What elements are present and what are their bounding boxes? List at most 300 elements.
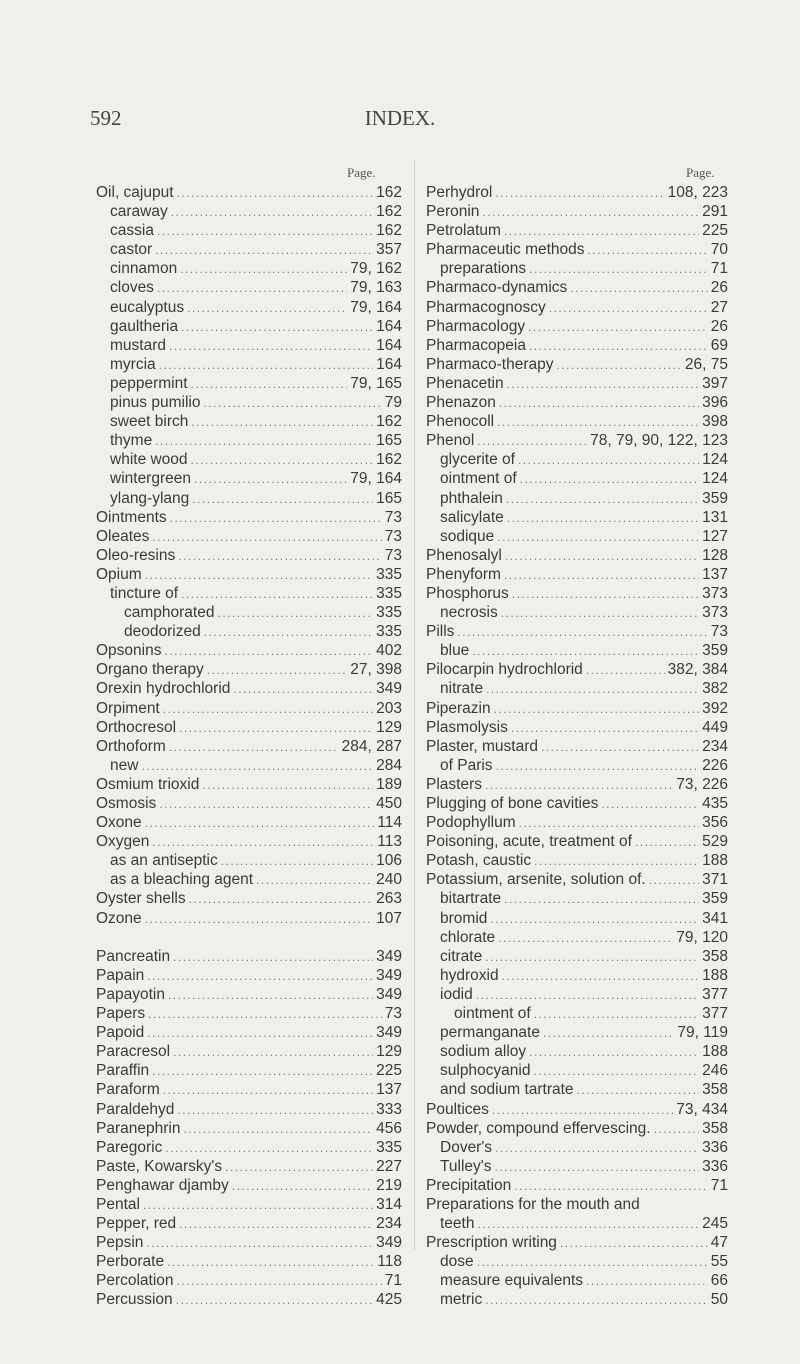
index-page-refs: 358	[702, 1119, 728, 1137]
index-page-refs: 71	[710, 260, 728, 278]
index-entry	[96, 374, 402, 393]
leader-dots	[155, 241, 373, 260]
leader-dots	[163, 1081, 373, 1100]
index-term: dose	[440, 1253, 474, 1271]
index-term: chlorate	[440, 928, 496, 946]
leader-dots	[588, 241, 708, 260]
index-entry	[426, 1100, 728, 1119]
index-term: Oleates	[96, 527, 150, 545]
index-page-refs: 137	[376, 1081, 402, 1099]
index-page-refs: 359	[702, 642, 728, 660]
index-term: Phenyform	[426, 565, 501, 583]
index-entry	[96, 393, 402, 412]
index-term: Poisoning, acute, treatment of	[426, 833, 632, 851]
index-term: sulphocyanid	[440, 1062, 531, 1080]
index-term: pinus pumilio	[110, 394, 201, 412]
index-page-refs: 66	[710, 1272, 728, 1290]
index-entry	[426, 355, 728, 374]
index-entry	[426, 240, 728, 259]
leader-dots	[141, 757, 373, 776]
leader-dots	[529, 1043, 699, 1062]
leader-dots	[497, 413, 699, 432]
index-term: tincture of	[110, 584, 179, 602]
index-entry	[426, 1195, 728, 1214]
leader-dots	[482, 203, 699, 222]
index-term: teeth	[440, 1215, 475, 1233]
index-page-refs: 291	[702, 203, 728, 221]
index-term: Papoid	[96, 1024, 145, 1042]
index-page-refs: 162	[376, 222, 402, 240]
index-page-refs: 246	[702, 1062, 728, 1080]
index-page-refs: 27	[710, 298, 728, 316]
index-entry	[426, 851, 728, 870]
index-page-refs: 73	[384, 1005, 402, 1023]
leader-dots	[477, 1253, 708, 1272]
index-entry	[426, 947, 728, 966]
leader-dots	[183, 1120, 373, 1139]
index-term: Pills	[426, 623, 455, 641]
index-page-refs: 377	[702, 1005, 728, 1023]
index-page-refs: 356	[702, 814, 728, 832]
index-entry	[426, 259, 728, 278]
index-term: of Paris	[440, 756, 493, 774]
index-entry	[426, 699, 728, 718]
index-page-refs: 26, 75	[684, 355, 728, 373]
index-entry	[96, 240, 402, 259]
index-entry	[96, 584, 402, 603]
index-entry	[96, 699, 402, 718]
index-term: Piperazin	[426, 699, 491, 717]
index-entry	[426, 202, 728, 221]
leader-dots	[511, 719, 699, 738]
index-entry	[96, 1119, 402, 1138]
leader-dots	[157, 222, 373, 241]
index-entry	[96, 718, 402, 737]
index-term: Phenazon	[426, 394, 496, 412]
index-page-refs: 131	[702, 508, 728, 526]
index-entry	[426, 1004, 728, 1023]
index-term: ointment of	[440, 470, 517, 488]
index-column-right	[426, 183, 728, 1310]
leader-dots	[194, 470, 347, 489]
index-entry	[426, 546, 728, 565]
leader-dots	[520, 470, 699, 489]
index-term: as an antiseptic	[110, 852, 218, 870]
index-entry	[426, 679, 728, 698]
index-entry	[426, 508, 728, 527]
index-page-refs: 245	[702, 1215, 728, 1233]
index-entry	[96, 202, 402, 221]
index-entry	[96, 985, 402, 1004]
leader-dots	[502, 967, 700, 986]
index-term: Paste, Kowarsky's	[96, 1157, 223, 1175]
index-entry	[426, 584, 728, 603]
index-term: Osmosis	[96, 795, 157, 812]
index-term: Plaster, mustard	[426, 737, 538, 755]
index-term: Orthoform	[96, 737, 166, 755]
index-page-refs: 162	[376, 413, 402, 431]
index-page-refs: 226	[702, 756, 728, 774]
leader-dots	[506, 490, 699, 509]
left-column-page-label: Page.	[347, 165, 376, 180]
index-page-refs: 118	[377, 1253, 402, 1271]
index-entry	[96, 1290, 402, 1309]
index-term: measure equivalents	[440, 1272, 584, 1290]
leader-dots	[180, 260, 347, 279]
index-page-refs: 69	[710, 336, 728, 354]
index-term: Papain	[96, 966, 145, 984]
index-term: Pental	[96, 1195, 140, 1213]
leader-dots	[514, 1177, 707, 1196]
index-page-refs: 55	[710, 1253, 728, 1271]
index-entry	[96, 317, 402, 336]
index-page-refs: 225	[376, 1062, 402, 1080]
index-page-refs: 335	[376, 1138, 402, 1156]
leader-dots	[476, 986, 699, 1005]
index-page-refs: 26	[710, 279, 728, 297]
index-term: Pancreatin	[96, 947, 171, 965]
index-page-refs: 349	[376, 1234, 402, 1252]
index-entry	[426, 336, 728, 355]
index-entry	[96, 278, 402, 297]
index-page-refs: 359	[702, 489, 728, 507]
leader-dots	[504, 890, 699, 909]
leader-dots	[145, 814, 375, 833]
leader-dots	[570, 279, 707, 298]
index-page-refs: 335	[376, 584, 402, 602]
index-entry	[96, 1100, 402, 1119]
index-page-refs: 358	[702, 1081, 728, 1099]
index-term: Pharmacology	[426, 317, 526, 335]
index-entry	[426, 393, 728, 412]
index-page-refs: 284	[376, 756, 402, 774]
index-entry	[426, 756, 728, 775]
leader-dots	[256, 871, 373, 890]
index-term: Precipitation	[426, 1176, 512, 1194]
index-entry	[426, 660, 728, 679]
leader-dots	[496, 757, 700, 776]
index-page-refs: 164	[376, 336, 402, 354]
index-term: citrate	[440, 947, 483, 965]
index-term: sodium alloy	[440, 1043, 527, 1061]
index-term: Oleo-resins	[96, 546, 176, 564]
index-page-refs: 314	[376, 1195, 402, 1213]
index-page-refs: 113	[377, 833, 402, 851]
index-entry	[426, 489, 728, 508]
index-page-refs: 50	[710, 1291, 728, 1309]
leader-dots	[173, 1043, 373, 1062]
leader-dots	[171, 203, 373, 222]
index-page-refs: 106	[376, 852, 402, 870]
index-page-refs: 240	[376, 871, 402, 889]
index-term: Phenocoll	[426, 413, 495, 431]
leader-dots	[181, 585, 373, 604]
index-entry	[426, 870, 728, 889]
index-entry	[426, 412, 728, 431]
leader-dots	[232, 1177, 373, 1196]
index-term: Pharmaco-dynamics	[426, 279, 568, 297]
leader-dots	[557, 356, 682, 375]
index-entry	[426, 1271, 728, 1290]
index-page-refs: 382, 384	[667, 661, 728, 679]
leader-dots	[497, 528, 699, 547]
index-entry	[96, 565, 402, 584]
leader-dots	[560, 1234, 708, 1253]
index-entry	[426, 221, 728, 240]
index-term: new	[110, 756, 139, 774]
index-term: camphorated	[124, 604, 215, 622]
leader-dots	[181, 318, 373, 337]
leader-dots	[586, 1272, 708, 1291]
index-entry	[426, 641, 728, 660]
leader-dots	[192, 490, 373, 509]
leader-dots	[499, 394, 699, 413]
leader-dots	[485, 1291, 708, 1310]
index-entry	[426, 928, 728, 947]
index-page-refs: 47	[710, 1234, 728, 1252]
leader-dots	[143, 1196, 373, 1215]
index-term: thyme	[110, 432, 153, 450]
index-entry	[96, 603, 402, 622]
index-page-refs: 333	[376, 1100, 402, 1118]
index-page-refs: 456	[376, 1119, 402, 1137]
index-page-refs: 70	[710, 241, 728, 259]
leader-dots	[528, 318, 708, 337]
index-entry	[96, 909, 402, 928]
index-page-refs: 189	[376, 775, 402, 793]
leader-dots	[179, 1215, 373, 1234]
index-entry	[426, 1157, 728, 1176]
index-term: Pilocarpin hydrochlorid	[426, 661, 583, 679]
index-page-refs: 335	[376, 604, 402, 622]
index-term: necrosis	[440, 604, 498, 622]
index-term: Oil, cajuput	[96, 184, 174, 201]
leader-dots	[501, 604, 699, 623]
index-page-refs: 73	[384, 546, 402, 564]
index-entry	[426, 1290, 728, 1309]
index-page-refs: 128	[702, 546, 728, 564]
index-entry	[96, 794, 402, 813]
index-page-refs: 78, 79, 90, 122, 123	[590, 432, 728, 450]
index-entry	[96, 1233, 402, 1252]
index-term: blue	[440, 642, 470, 660]
index-page-refs: 108, 223	[667, 184, 728, 201]
index-entry	[96, 527, 402, 546]
index-entry	[426, 1138, 728, 1157]
index-page-refs: 284, 287	[341, 737, 402, 755]
index-page-refs: 127	[702, 527, 728, 545]
index-term: cinnamon	[110, 260, 178, 278]
index-entry	[96, 679, 402, 698]
index-entry	[96, 1023, 402, 1042]
index-entry	[96, 1042, 402, 1061]
index-term: Pepsin	[96, 1234, 144, 1252]
index-page-refs: 227	[376, 1157, 402, 1175]
index-page-refs: 165	[376, 489, 402, 507]
running-head: INDEX.	[364, 106, 436, 130]
index-term: as a bleaching agent	[110, 871, 254, 889]
leader-dots	[492, 1101, 673, 1120]
index-term: permanganate	[440, 1024, 540, 1042]
index-page-refs: 79	[384, 394, 402, 412]
index-entry	[96, 1080, 402, 1099]
index-entry	[96, 355, 402, 374]
column-divider	[414, 160, 415, 1250]
index-entry	[426, 966, 728, 985]
index-term: white wood	[110, 451, 188, 469]
leader-dots	[485, 776, 673, 795]
index-entry	[96, 1252, 402, 1271]
index-term: wintergreen	[110, 470, 191, 488]
index-entry	[96, 889, 402, 908]
index-term: mustard	[110, 336, 166, 354]
index-page-refs: 188	[702, 966, 728, 984]
index-entry	[96, 622, 402, 641]
index-entry	[96, 641, 402, 660]
index-page-refs: 349	[376, 680, 402, 698]
index-term: Orpiment	[96, 699, 160, 717]
index-entry	[426, 1233, 728, 1252]
leader-dots	[189, 890, 374, 909]
index-term: Pepper, red	[96, 1215, 177, 1233]
index-page-refs: 397	[702, 374, 728, 392]
leader-dots	[498, 929, 673, 948]
index-page-refs: 382	[702, 680, 728, 698]
leader-dots	[165, 1139, 373, 1158]
index-term: Perhydrol	[426, 184, 493, 201]
index-entry	[426, 718, 728, 737]
index-page-refs: 396	[702, 394, 728, 412]
index-term: Preparations for the mouth and	[426, 1195, 640, 1213]
leader-dots	[159, 795, 373, 814]
index-page-refs: 349	[376, 1024, 402, 1042]
index-term: Phenosalyl	[426, 546, 502, 564]
index-page-refs: 79, 119	[677, 1024, 728, 1042]
index-term: phthalein	[440, 489, 503, 507]
index-page-refs: 162	[376, 184, 402, 201]
index-page-refs: 188	[702, 852, 728, 870]
leader-dots	[155, 432, 373, 451]
leader-dots	[549, 299, 708, 318]
index-entry	[96, 1176, 402, 1195]
index-term: gaultheria	[110, 317, 179, 335]
index-entry	[426, 431, 728, 450]
index-term: Powder, compound effervescing.	[426, 1119, 651, 1137]
index-page-refs: 129	[376, 718, 402, 736]
index-entry	[96, 183, 402, 202]
index-term: Paracresol	[96, 1043, 171, 1061]
index-page-refs: 165	[376, 432, 402, 450]
index-term: Percussion	[96, 1291, 173, 1309]
index-entry	[96, 1061, 402, 1080]
leader-dots	[164, 642, 373, 661]
index-term: salicylate	[440, 508, 504, 526]
index-page-refs: 335	[376, 565, 402, 583]
index-entry	[96, 832, 402, 851]
leader-dots	[178, 547, 382, 566]
index-entry	[426, 565, 728, 584]
leader-dots	[207, 661, 348, 680]
index-page-refs: 73, 434	[676, 1100, 728, 1118]
index-page-refs: 371	[702, 871, 728, 889]
index-entry	[96, 546, 402, 565]
leader-dots	[494, 700, 700, 719]
index-term: preparations	[440, 260, 527, 278]
index-term: Petrolatum	[426, 222, 501, 240]
index-page-refs: 435	[702, 795, 728, 812]
page-header	[0, 106, 800, 136]
index-entry	[426, 1061, 728, 1080]
index-column-left	[96, 183, 402, 1310]
leader-dots	[177, 1272, 382, 1291]
leader-dots	[203, 394, 381, 413]
index-term: ointment of	[454, 1005, 531, 1023]
index-term: Podophyllum	[426, 814, 516, 832]
index-page-refs: 79, 164	[350, 298, 402, 316]
leader-dots	[146, 1234, 373, 1253]
index-page-refs: 450	[376, 795, 402, 812]
index-page-refs: 71	[710, 1176, 728, 1194]
index-entry	[96, 947, 402, 966]
index-entry	[96, 1004, 402, 1023]
leader-dots	[518, 451, 699, 470]
leader-dots	[649, 871, 699, 890]
leader-dots	[504, 222, 699, 241]
index-term: bitartrate	[440, 890, 502, 908]
page-number: 592	[90, 106, 122, 130]
leader-dots	[494, 1158, 699, 1177]
index-page-refs: 79, 120	[676, 928, 728, 946]
index-term: Papayotin	[96, 985, 165, 1003]
index-page-refs: 124	[702, 451, 728, 469]
index-term: Plasmolysis	[426, 718, 508, 736]
index-term: Pharmaceutic methods	[426, 241, 585, 259]
index-entry	[426, 278, 728, 297]
index-term: Oyster shells	[96, 890, 186, 908]
leader-dots	[577, 1081, 700, 1100]
index-page-refs: 349	[376, 966, 402, 984]
leader-dots	[477, 432, 587, 451]
leader-dots	[147, 1024, 373, 1043]
index-term: Osmium trioxid	[96, 775, 200, 793]
index-term: Potash, caustic	[426, 852, 532, 870]
leader-dots	[147, 967, 373, 986]
index-term: Orthocresol	[96, 718, 177, 736]
index-page-refs: 377	[702, 985, 728, 1003]
index-page-refs: 373	[702, 604, 728, 622]
index-page-refs: 188	[702, 1043, 728, 1061]
index-page-refs: 263	[376, 890, 402, 908]
leader-dots	[157, 279, 347, 298]
index-term: Ointments	[96, 508, 167, 526]
index-page-refs: 357	[376, 241, 402, 259]
index-term: Orexin hydrochlorid	[96, 680, 231, 698]
index-page-refs: 164	[376, 317, 402, 335]
index-page-refs: 425	[376, 1291, 402, 1309]
leader-dots	[177, 1101, 373, 1120]
index-term: cloves	[110, 279, 154, 297]
index-page-refs: 137	[702, 565, 728, 583]
index-term: Paranephrin	[96, 1119, 181, 1137]
index-entry	[96, 1271, 402, 1290]
index-page-refs: 373	[702, 584, 728, 602]
index-term: sweet birch	[110, 413, 189, 431]
leader-dots	[152, 528, 381, 547]
leader-dots	[529, 337, 708, 356]
index-term: Ozone	[96, 909, 142, 927]
index-entry	[426, 1252, 728, 1271]
index-term: Percolation	[96, 1272, 174, 1290]
